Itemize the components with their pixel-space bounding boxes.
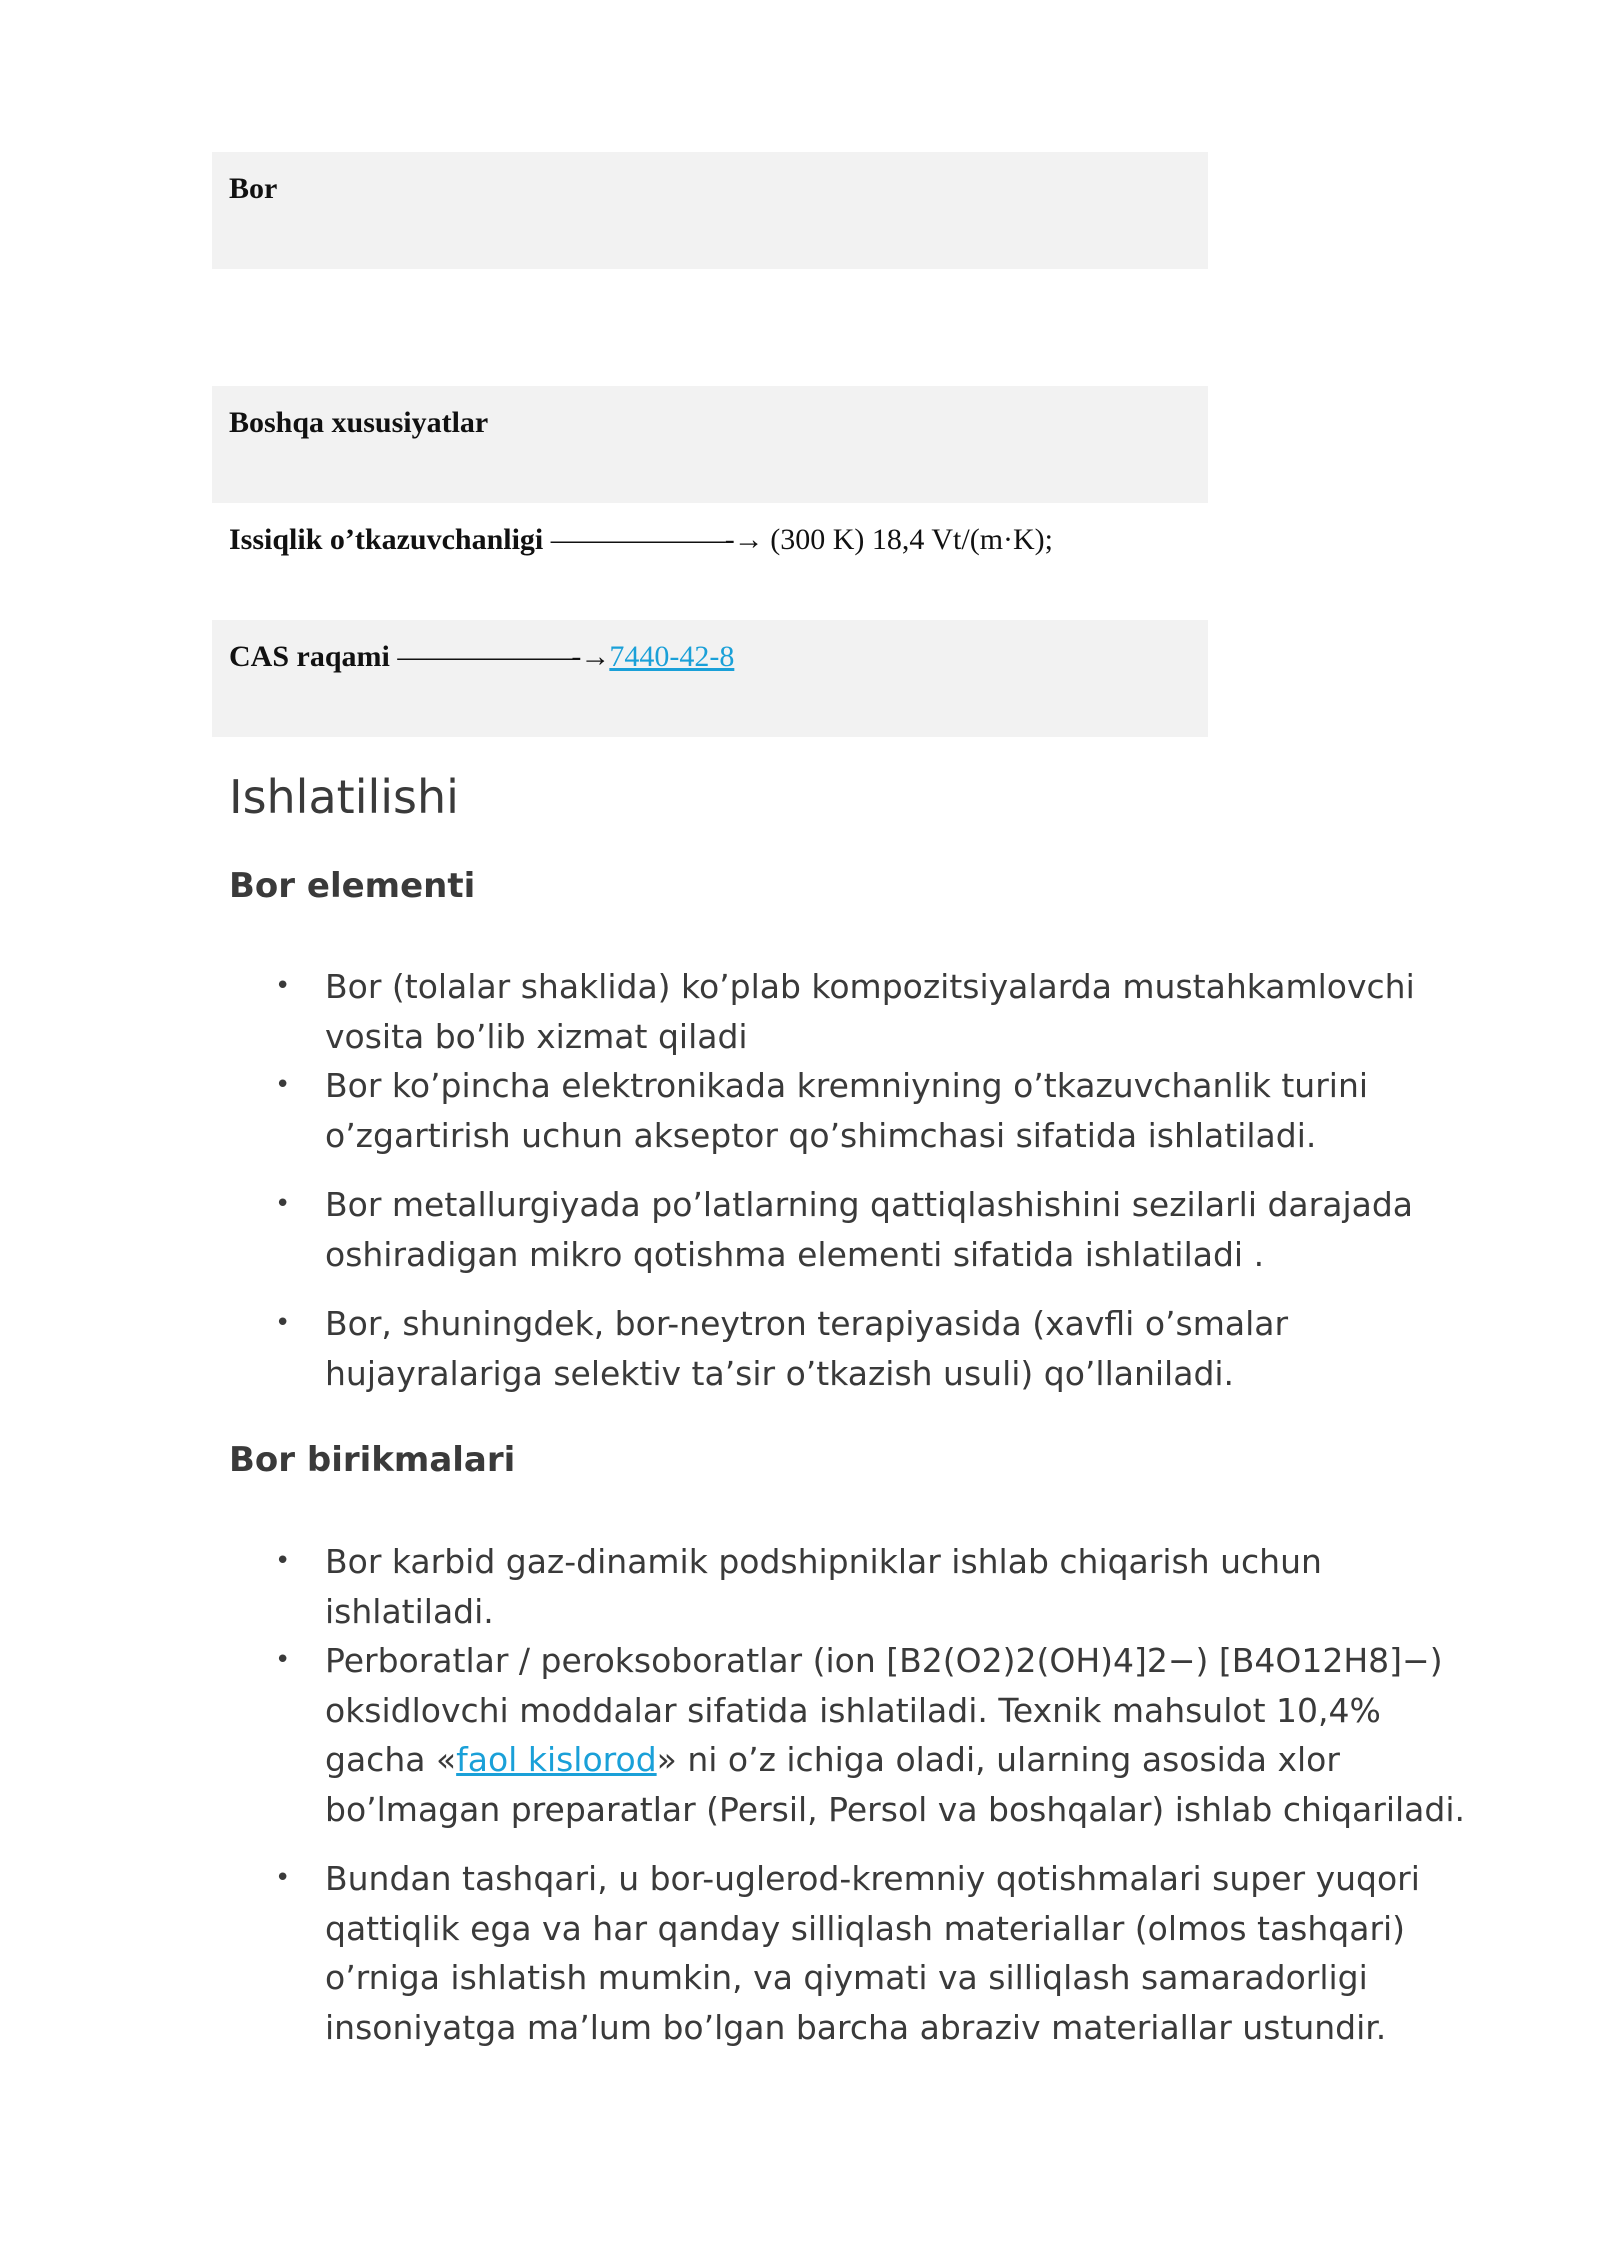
thermal-conductivity-value: (300 K) 18,4 Vt/(m·K); [770, 523, 1054, 556]
table-row-title [212, 152, 1208, 269]
cas-number-link[interactable]: 7440-42-8 [609, 640, 735, 673]
bor-birikmalari-list [229, 1537, 1479, 2052]
table-row-cas [212, 620, 1208, 737]
other-properties-heading: Boshqa xususiyatlar [229, 406, 489, 439]
list-item: • Bor metallurgiyada po’latlarning qattiqlashishini sezilarli darajada oshiradigan mikro qotishma elementi sifatida ishlatiladi . [229, 1180, 1479, 1279]
thermal-conductivity-label: Issiqlik o’tkazuvchanligi [229, 523, 544, 556]
list-item: • Bor, shuningdek, bor-neytron terapiyasida (xavfli o’smalar hujayralariga selektiv ta’sir o’tkazish usuli) qo’llaniladi. [229, 1299, 1479, 1398]
arrow-connector: ——————-→ [550, 523, 763, 556]
section-title: Ishlatilishi [229, 770, 459, 824]
list-item: • Bundan tashqari, u bor-uglerod-kremniy qotishmalari super yuqori qattiqlik ega va har qanday silliqlash materiallar (olmos tashqari) o’rniga ishlatish mumkin, va qiymati va silliqlash samaradorligi insoniyatga ma’lum bo’lgan barcha abraziv materiallar ustundir. [229, 1854, 1479, 2052]
bullet-icon: • [275, 1546, 291, 1576]
bullet-icon: • [275, 1645, 291, 1675]
list-item: • Bor (tolalar shaklida) ko’plab kompozitsiyalarda mustahkamlovchi vosita bo’lib xizmat qiladi [229, 962, 1479, 1061]
element-info-table [212, 152, 1208, 737]
bullet-icon: • [275, 971, 291, 1001]
bullet-icon: • [275, 1863, 291, 1893]
list-item: • Bor karbid gaz-dinamik podshipniklar ishlab chiqarish uchun ishlatiladi. [229, 1537, 1479, 1636]
bullet-icon: • [275, 1189, 291, 1219]
bullet-icon: • [275, 1308, 291, 1338]
faol-kislorod-link[interactable]: faol kislorod [456, 1740, 657, 1779]
cas-label: CAS raqami [229, 640, 390, 673]
bor-elementi-list [229, 962, 1479, 1398]
table-row-other-properties [212, 386, 1208, 503]
list-item: • Bor ko’pincha elektronikada kremniyning o’tkazuvchanlik turini o’zgartirish uchun akseptor qo’shimchasi sifatida ishlatiladi. [229, 1061, 1479, 1160]
subsection-title-bor-birikmalari: Bor birikmalari [229, 1440, 516, 1480]
list-item: • Perboratlar / peroksoboratlar (ion [B2(O2)2(OH)4]2−) [B4O12H8]−) oksidlovchi moddalar sifatida ishlatiladi. Texnik mahsulot 10,4% gacha «faol kislorod» ni o’z ichiga oladi, ularning asosida xlor bo’lmagan preparatlar (Persil, Persol va boshqalar) ishlab chiqariladi. [229, 1636, 1479, 1834]
subsection-title-bor-elementi: Bor elementi [229, 866, 476, 906]
table-row-thermal-conductivity [212, 503, 1208, 620]
arrow-connector: ——————-→ [397, 640, 610, 673]
table-title: Bor [229, 172, 278, 205]
table-row-empty [212, 269, 1208, 386]
bullet-icon: • [275, 1070, 291, 1100]
